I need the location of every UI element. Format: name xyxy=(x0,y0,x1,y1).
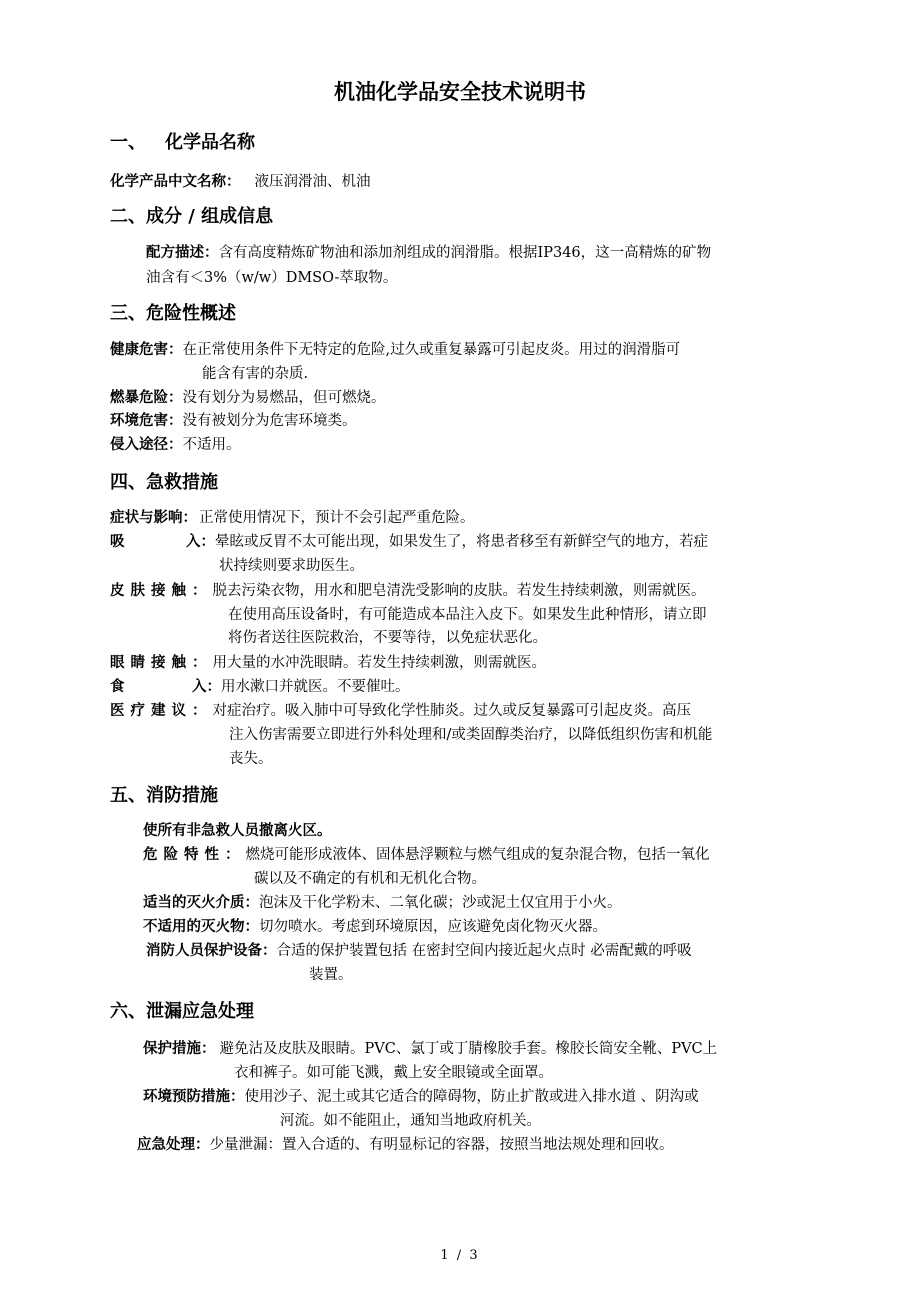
formula-text-1: 含有高度精炼矿物油和添加剂组成的润滑脂。根据IP346，这一高精炼的矿物 xyxy=(218,245,712,261)
product-name-value: 液压润滑油、机油 xyxy=(254,174,371,190)
skin-contact-text-2: 在使用高压设备时，有可能造成本品注入皮下。如果发生此种情形，请立即 xyxy=(228,607,707,623)
inhalation-text-1: 晕眩或反胃不太可能出现，如果发生了，将患者移至有新鲜空气的地方，若症 xyxy=(215,534,708,550)
symptom-label: 症状与影响： xyxy=(110,510,197,526)
skin-contact-text-3: 将伤者送往医院救治，不要等待，以免症状恶化。 xyxy=(228,630,547,646)
skin-contact-label: 皮肤接触： xyxy=(110,583,213,599)
section-5-heading: 五、消防措施 xyxy=(110,785,218,806)
inhalation-line-1 xyxy=(110,532,708,552)
firefighter-ppe-label: 消防人员保护设备： xyxy=(146,943,277,959)
eye-contact-text: 用大量的水冲洗眼睛。若发生持续刺激，则需就医。 xyxy=(212,655,546,671)
protective-measures-label: 保护措施： xyxy=(143,1041,216,1057)
emergency-handling-line xyxy=(137,1135,674,1155)
health-hazard-line-1 xyxy=(110,340,680,360)
route-label: 侵入途径： xyxy=(110,437,183,453)
route-line xyxy=(110,435,241,455)
health-hazard-text-2: 能含有害的杂质. xyxy=(202,366,309,382)
eye-contact-label: 眼睛接触： xyxy=(110,655,213,671)
health-hazard-label: 健康危害： xyxy=(110,342,183,358)
medical-advice-text-1: 对症治疗。吸入肺中可导致化学性肺炎。过久或反复暴露可引起皮炎。高压 xyxy=(212,703,691,719)
protective-measures-text-1: 避免沾及皮肤及眼睛。PVC、氯丁或丁腈橡胶手套。橡胶长筒安全靴、PVC上 xyxy=(219,1041,718,1057)
product-name-label: 化学产品中文名称： xyxy=(110,174,241,190)
unsuitable-media-label: 不适用的灭火物： xyxy=(143,919,259,935)
fire-hazard-label: 燃暴危险： xyxy=(110,390,183,406)
extinguishing-media-text: 泡沫及干化学粉末、二氧化碳；沙或泥土仅宜用于小火。 xyxy=(259,895,622,911)
env-precautions-text-2: 河流。如不能阻止，通知当地政府机关。 xyxy=(280,1113,541,1129)
hazard-property-label: 危险特性： xyxy=(143,847,246,863)
env-hazard-line xyxy=(110,411,357,431)
inhalation-label-a: 吸 xyxy=(110,534,125,550)
route-text: 不适用。 xyxy=(182,437,241,453)
section-1-heading xyxy=(110,128,255,154)
firefighter-ppe-text-2: 装置。 xyxy=(309,967,353,983)
ingestion-label-a: 食 xyxy=(110,679,125,695)
ingestion-label-b: 入： xyxy=(192,679,221,695)
eye-contact-line xyxy=(110,653,546,673)
health-hazard-text-1: 在正常使用条件下无特定的危险,过久或重复暴露可引起皮炎。用过的润滑脂可 xyxy=(182,342,681,358)
env-precautions-line-1 xyxy=(143,1087,699,1107)
section-2-heading: 二、成分 / 组成信息 xyxy=(110,206,274,227)
emergency-handling-label: 应急处理： xyxy=(137,1137,210,1153)
document-title: 机油化学品安全技术说明书 xyxy=(334,80,586,104)
unsuitable-media-line xyxy=(143,917,607,937)
extinguishing-media-label: 适当的灭火介质： xyxy=(143,895,259,911)
skin-contact-text-1: 脱去污染衣物，用水和肥皂清洗受影响的皮肤。若发生持续刺激，则需就医。 xyxy=(212,583,706,599)
protective-measures-line-1 xyxy=(143,1039,717,1059)
ingestion-text: 用水漱口并就医。不要催吐。 xyxy=(221,679,410,695)
medical-advice-text-3: 丧失。 xyxy=(229,751,273,767)
skin-contact-line-1 xyxy=(110,581,706,601)
section-4-heading: 四、急救措施 xyxy=(110,472,218,493)
product-name-line xyxy=(110,172,371,192)
inhalation-label-b: 入： xyxy=(186,534,215,550)
formula-text-2: 油含有＜3%（w/w）DMSO-萃取物。 xyxy=(146,270,398,286)
section-6-heading: 六、泄漏应急处理 xyxy=(110,1001,254,1022)
hazard-property-text-2: 碳以及不确定的有机和无机化合物。 xyxy=(254,871,486,887)
fire-hazard-line xyxy=(110,388,386,408)
env-hazard-text: 没有被划分为危害环境类。 xyxy=(182,413,357,429)
section-3-heading: 三、危险性概述 xyxy=(110,303,236,324)
medical-advice-label: 医疗建议： xyxy=(110,703,213,719)
inhalation-text-2: 状持续则要求助医生。 xyxy=(219,558,364,574)
ingestion-line xyxy=(110,677,410,697)
firefighter-ppe-line-1 xyxy=(146,941,692,961)
page-number: 1 / 3 xyxy=(440,1248,480,1263)
section-1-title: 化学品名称 xyxy=(165,132,255,153)
medical-advice-line-1 xyxy=(110,701,691,721)
symptom-text: 正常使用情况下，预计不会引起严重危险。 xyxy=(199,510,475,526)
unsuitable-media-text: 切勿喷水。考虑到环境原因，应该避免卤化物灭火器。 xyxy=(259,919,607,935)
evacuate-text: 使所有非急救人员撤离火区。 xyxy=(143,823,332,839)
section-1-number: 一、 xyxy=(110,132,146,153)
hazard-property-text-1: 燃烧可能形成液体、固体悬浮颗粒与燃气组成的复杂混合物，包括一氧化 xyxy=(245,847,710,863)
formula-line-1 xyxy=(146,243,711,263)
hazard-property-line-1 xyxy=(143,845,710,865)
emergency-handling-text: 少量泄漏：置入合适的、有明显标记的容器，按照当地法规处理和回收。 xyxy=(209,1137,674,1153)
firefighter-ppe-text-1: 合适的保护装置包括 在密封空间内接近起火点时 必需配戴的呼吸 xyxy=(276,943,692,959)
protective-measures-text-2: 衣和裤子。如可能飞溅，戴上安全眼镜或全面罩。 xyxy=(234,1065,553,1081)
medical-advice-text-2: 注入伤害需要立即进行外科处理和/或类固醇类治疗，以降低组织伤害和机能 xyxy=(229,727,713,743)
env-hazard-label: 环境危害： xyxy=(110,413,183,429)
extinguishing-media-line xyxy=(143,893,622,913)
env-precautions-text-1: 使用沙子、泥土或其它适合的障碍物，防止扩散或进入排水道 、阴沟或 xyxy=(244,1089,699,1105)
env-precautions-label: 环境预防措施： xyxy=(143,1089,245,1105)
formula-label: 配方描述： xyxy=(146,245,219,261)
symptom-line xyxy=(110,508,475,528)
fire-hazard-text: 没有划分为易燃品，但可燃烧。 xyxy=(182,390,386,406)
